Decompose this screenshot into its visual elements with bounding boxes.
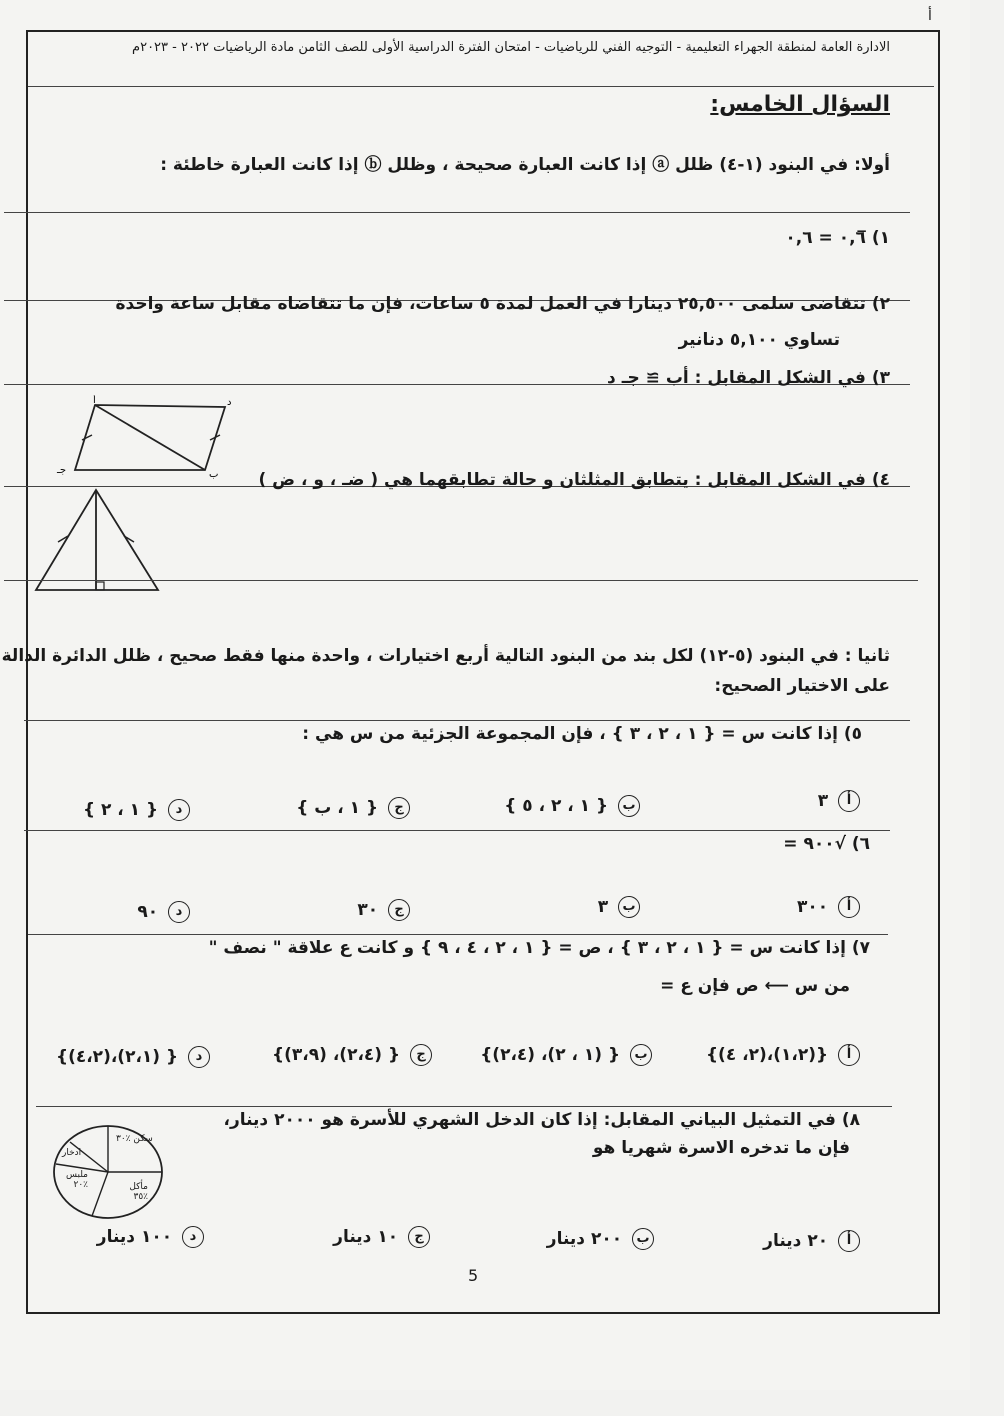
vertex-label-b: ب bbox=[209, 469, 219, 480]
item-2: ٢) تتقاضى سلمى ٢٥,٥٠٠ دينارا في العمل لمدة ٥ ساعات، فإن ما تتقاضاه مقابل ساعة واحدة bbox=[115, 294, 890, 314]
q5-option-a[interactable]: أ ٣ bbox=[818, 790, 860, 812]
part1-instruction: أولا: في البنود (١-٤) ظلل ⓐ إذا كانت العبارة صحيحة ، وظلل ⓑ إذا كانت العبارة خاطئة : bbox=[160, 155, 890, 175]
q7-text: ٧) إذا كانت س = { ١ ، ٢ ، ٣ } ، ص = { ١ ، ٢ ، ٤ ، ٩ } و كانت ع علاقة " نصف " bbox=[208, 938, 870, 958]
q7-option-a[interactable]: أ {(١،٢)،(٢، ٤)} bbox=[706, 1044, 860, 1066]
right-angle-mark bbox=[96, 582, 104, 590]
diagonal-line bbox=[95, 405, 205, 470]
q7-option-c[interactable]: ج { (٢،٤)، (٣،٩)} bbox=[272, 1044, 432, 1066]
q5-option-c[interactable]: ج { ١ ، ب } bbox=[296, 797, 410, 819]
q6-text: ٦) √٩٠٠ = bbox=[783, 834, 870, 854]
corner-mark: أ bbox=[928, 8, 932, 24]
q5-option-b[interactable]: ب { ١ ، ٢ ، ٥ } bbox=[504, 795, 640, 817]
divider bbox=[4, 212, 910, 213]
item-3: ٣) في الشكل المقابل : أب ≅ جـ د bbox=[607, 368, 890, 388]
divider bbox=[4, 580, 918, 581]
q6-option-a[interactable]: أ ٣٠٠ bbox=[797, 896, 860, 918]
item-4: ٤) في الشكل المقابل : يتطابق المثلثان و حالة تطابقهما هي ( ضـ ، و ، ض ) bbox=[258, 470, 890, 490]
divider bbox=[24, 720, 910, 721]
q6-option-b[interactable]: ب ٣ bbox=[598, 896, 640, 918]
q8-text-line2: فإن ما تدخره الاسرة شهريا هو bbox=[592, 1138, 850, 1158]
q7-option-b[interactable]: ب { (١ ، ٢)، (٢،٤)} bbox=[480, 1044, 652, 1066]
divider bbox=[24, 830, 890, 831]
vertex-label-c: جـ bbox=[57, 465, 67, 476]
pie-label-savings: ادخار bbox=[62, 1148, 82, 1158]
part2-instruction: ثانيا : في البنود (٥-١٢) لكل بند من البنود التالية أربع اختيارات ، واحدة منها فقط صحيح ، ظلل الدائرة الدالة bbox=[1, 646, 890, 666]
tick-mark bbox=[82, 435, 92, 440]
q8-option-c[interactable]: ج ١٠ دينار bbox=[333, 1226, 430, 1248]
q6-option-d[interactable]: د ٩٠ bbox=[137, 901, 190, 923]
header-divider bbox=[28, 86, 934, 87]
divider bbox=[36, 1106, 892, 1107]
q8-option-d[interactable]: د ١٠٠ دينار bbox=[97, 1226, 204, 1248]
vertex-label-a: أ bbox=[93, 395, 96, 406]
page-number: 5 bbox=[468, 1266, 479, 1285]
q5-option-d[interactable]: د { ١ ، ٢ } bbox=[83, 799, 190, 821]
parallelogram-figure bbox=[55, 395, 245, 480]
item-2-line2: تساوي ٥,١٠٠ دنانير bbox=[678, 330, 840, 350]
q6-option-c[interactable]: ج ٣٠ bbox=[357, 899, 410, 921]
q8-option-a[interactable]: أ ٢٠ دينار bbox=[763, 1230, 860, 1252]
part2-instruction-line2: على الاختيار الصحيح: bbox=[714, 676, 890, 696]
item-1: ١) ٠,٦̅ = ٠,٦ bbox=[785, 228, 890, 248]
q8-option-b[interactable]: ب ٢٠٠ دينار bbox=[547, 1228, 654, 1250]
q5-text: ٥) إذا كانت س = { ١ ، ٢ ، ٣ } ، فإن المجموعة الجزئية من س هي : bbox=[302, 724, 862, 744]
triangle-shape bbox=[36, 490, 158, 590]
pie-label-clothing: ملبس ٪٢٠ bbox=[66, 1170, 88, 1190]
pie-label-food: مأكل ٪٣٥ bbox=[129, 1182, 148, 1202]
budget-pie-chart bbox=[52, 1124, 164, 1220]
divider bbox=[28, 934, 888, 935]
pie-divider bbox=[92, 1172, 108, 1216]
q8-text: ٨) في التمثيل البياني المقابل: إذا كان الدخل الشهري للأسرة هو ٢٠٠٠ دينار، bbox=[223, 1110, 860, 1130]
q7-option-d[interactable]: د { (٢،١)،(٤،٢)} bbox=[56, 1046, 210, 1068]
q7-text-line2: من س ⟵ ص فإن ع = bbox=[660, 976, 850, 996]
pie-label-housing: سكن ٪٣٠ bbox=[116, 1134, 153, 1144]
section-title: السؤال الخامس: bbox=[710, 92, 890, 117]
vertex-label-d: د bbox=[227, 397, 232, 408]
exam-header: الادارة العامة لمنطقة الجهراء التعليمية - التوجيه الفني للرياضيات - امتحان الفترة الدراسية الأولى للصف الثامن مادة الرياضيات ٢٠٢٢ - ٢٠٢٣م bbox=[132, 40, 890, 55]
